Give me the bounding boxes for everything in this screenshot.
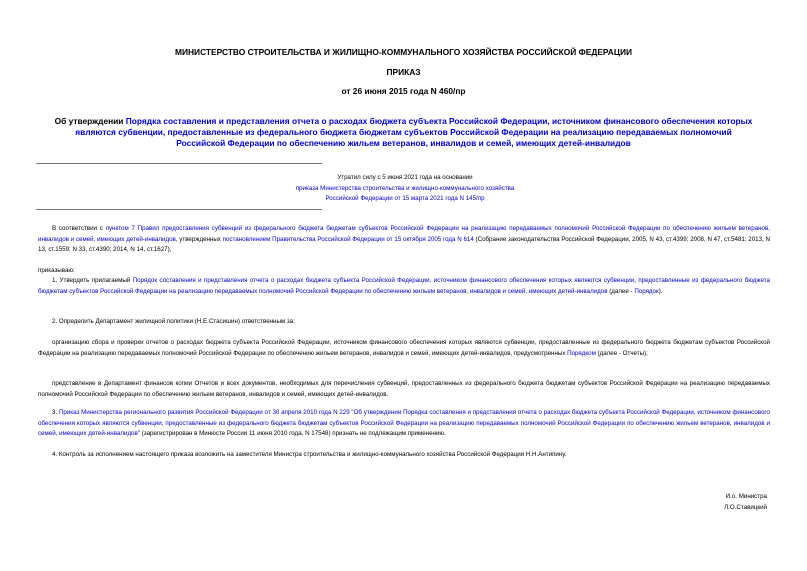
ministry-heading: МИНИСТЕРСТВО СТРОИТЕЛЬСТВА И ЖИЛИЩНО-КОММУНАЛЬНОГО ХОЗЯЙСТВА РОССИЙСКОЙ ФЕДЕРАЦИИ [175,47,632,57]
order-heading: ПРИКАЗ [386,67,421,77]
status-link-1[interactable]: приказа Министерства строительства и жилищно-коммунального хозяйства [295,184,515,192]
divider-bottom [36,209,322,210]
item-3 [38,408,770,440]
item-2a-link[interactable]: Порядком [567,349,596,357]
status-link-2[interactable]: Российской Федерации от 15 марта 2021 года N 145/пр [325,195,485,203]
title-prefix: Об утверждении [54,116,126,126]
preamble-text-1: В соответствии с [52,225,106,232]
order-date: от 26 июня 2015 года N 460/пр [341,86,466,96]
item-1-text-2: (далее - [607,287,635,295]
signature-name: Л.О.Ставицкий [724,504,767,511]
item-3-link[interactable]: Приказ Министерства регионального развития Российской Федерации от 30 апреля 2010 года N 229 "Об утверждении Порядка составления и представления отчета о расходах бюджета субъекта Российской Федерации, источником финансового обеспечения которых являются субвенции, предоставленные из федерального бюджета бюджетам субъектов Российской Федерации на реализацию передаваемых полномочий Российской Федерации по обеспечению жильем ветеранов, инвалидов и семей, имеющих детей-инвалидов" [38,409,770,438]
item-4: 4. Контроль за исполнением настоящего приказа возложить на заместителя Министра строительства и жилищно-коммунального хозяйства Российской Федерации Н.Н.Антипину. [52,451,567,458]
preamble-link-1[interactable]: пунктом 7 Правил предоставления субвенций из федерального бюджета бюджетам субъектов Российской Федерации на реализацию передаваемых полномочий Российской Федерации по обеспечению жильем ветеранов, инвалидов и семей, имеющих детей-инвалидов [38,225,770,243]
signature-position: И.о. Министра [725,493,767,500]
preamble-text-3: (Собрание законодательства Российской Федерации, 2005, N 43, ст.4399; 2008, N 47, ст.5481; 2013, N 13, ст.1559; N 33, ст.4390; 2014, N 14, ст.1627), [38,235,770,254]
divider-top [36,163,322,164]
item-2a-text-2: (далее - Отчеты); [595,349,648,357]
item-1-text-3: ). [658,287,663,295]
orders-label: приказываю: [38,267,75,274]
item-1-link-1[interactable]: Порядок составления и представления отчета о расходах бюджета субъекта Российской Федерации, источником финансового обеспечения которых являются субвенции, предоставленные из федерального бюджета бюджетам субъектов Российской Федерации на реализацию передаваемых полномочий Российской Федерации по обеспечению жильем ветеранов, инвалидов и семей, имеющих детей-инвалидов [38,277,770,295]
item-2: 2. Определить Департамент жилищной политики (Н.Е.Стасишин) ответственным за: [52,318,295,325]
preamble-text-2: , утвержденных [175,235,223,243]
document-title [50,116,757,148]
preamble-paragraph [38,224,770,256]
title-link[interactable]: Порядка составления и представления отчета о расходах бюджета субъекта Российской Федерации, источником финансового обеспечения которых являются субвенции, предоставленные из федерального бюджета бюджетам субъектов Российской Федерации на реализацию передаваемых полномочий Российской Федерации по обеспечению жильем ветеранов, инвалидов и семей, имеющих детей-инвалидов [75,116,753,148]
item-3-text-2: (зарегистрирован в Минюсте России 11 июня 2010 года, N 17548) признать не подлежащим применению. [139,430,446,438]
status-note [215,173,595,205]
item-1-link-2[interactable]: Порядок [634,287,659,295]
item-3-text-1: 3. [52,409,59,416]
preamble-link-2[interactable]: постановлением Правительства Российской Федерации от 15 октября 2005 года N 614 [222,235,474,243]
item-1 [38,276,770,297]
item-2a-text-1: организацию сбора и проверки отчетов о расходах бюджета субъекта Российской Федерации, источником финансового обеспечения которых являются субвенции, предоставленные из федерального бюджета бюджетам субъектов Российской Федерации на реализацию передаваемых полномочий Российской Федерации по обеспечению жильем ветеранов, инвалидов и семей, имеющих детей-инвалидов, предусмотренных [38,339,770,357]
item-2a [38,338,770,359]
status-line: Утратил силу с 5 июня 2021 года на основании [337,174,473,181]
item-1-text-1: 1. Утвердить прилагаемый [52,277,133,284]
item-2b: представление в Департамент финансов копии Отчетов и всех документов, необходимых для перечисления субвенций, предоставленных из федерального бюджета бюджетам субъектов Российской Федерации на реализацию передаваемых полномочий Российской Федерации по обеспечению жильем ветеранов, инвалидов и семей, имеющих детей-инвалидов. [38,380,770,398]
